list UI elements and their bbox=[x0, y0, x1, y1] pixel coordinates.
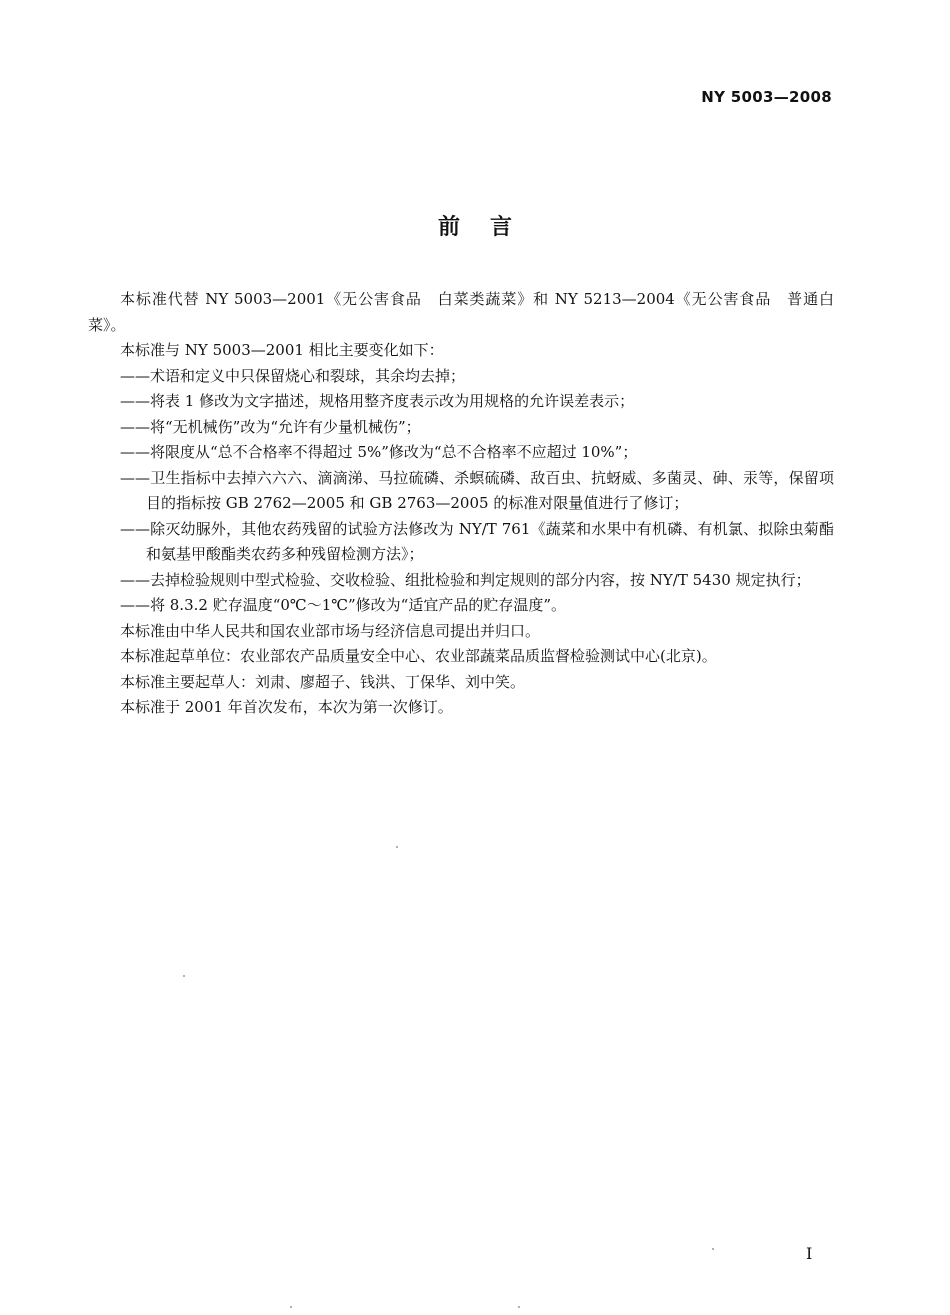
page-number: I bbox=[806, 1244, 813, 1263]
change-item: ——去掉检验规则中型式检验、交收检验、组批检验和判定规则的部分内容，按 NY/T 5430 规定执行； bbox=[120, 570, 811, 589]
paragraph-proposed-by: 本标准由中华人民共和国农业部市场与经济信息司提出并归口。 bbox=[120, 621, 541, 640]
scan-speck bbox=[396, 846, 398, 848]
paragraph-replaces: 本标准代替 NY 5003—2001《无公害食品 白菜类蔬菜》和 NY 5213—2004《无公害食品 普通白菜》。 bbox=[88, 290, 834, 334]
foreword-body bbox=[88, 287, 834, 721]
change-item: ——将限度从“总不合格率不得超过 5%”修改为“总不合格率不应超过 10%”； bbox=[120, 443, 638, 461]
paragraph-drafters: 本标准主要起草人：刘肃、廖超子、钱洪、丁保华、刘中笑。 bbox=[120, 672, 526, 691]
scan-speck bbox=[183, 975, 185, 977]
paragraph-history: 本标准于 2001 年首次发布，本次为第一次修订。 bbox=[120, 698, 453, 716]
change-item: ——除灭幼脲外，其他农药残留的试验方法修改为 NY/T 761《蔬菜和水果中有机磷、有机氯、拟除虫菊酯和氨基甲酸酯类农药多种残留检测方法》； bbox=[120, 519, 834, 563]
change-item: ——将表 1 修改为文字描述，规格用整齐度表示改为用规格的允许误差表示； bbox=[120, 392, 635, 410]
scan-speck bbox=[290, 1306, 292, 1308]
page-title: 前言 bbox=[437, 214, 542, 240]
paragraph-drafting-units: 本标准起草单位：农业部农产品质量安全中心、农业部蔬菜品质监督检验测试中心(北京)。 bbox=[120, 647, 717, 665]
paragraph-changes-intro: 本标准与 NY 5003—2001 相比主要变化如下： bbox=[120, 341, 444, 359]
standard-code: NY 5003—2008 bbox=[701, 88, 832, 106]
change-item: ——术语和定义中只保留烧心和裂球，其余均去掉； bbox=[120, 366, 466, 385]
scan-speck bbox=[712, 1248, 714, 1250]
change-item: ——卫生指标中去掉六六六、滴滴涕、马拉硫磷、杀螟硫磷、敌百虫、抗蚜威、多菌灵、砷、汞等，保留项目的指标按 GB 2762—2005 和 GB 2763—2005 的标准对限量值进行了修订； bbox=[120, 468, 834, 512]
change-item: ——将“无机械伤”改为“允许有少量机械伤”； bbox=[120, 417, 421, 436]
change-item: ——将 8.3.2 贮存温度“0℃～1℃”修改为“适宜产品的贮存温度”。 bbox=[120, 596, 567, 614]
scan-speck bbox=[518, 1306, 520, 1308]
